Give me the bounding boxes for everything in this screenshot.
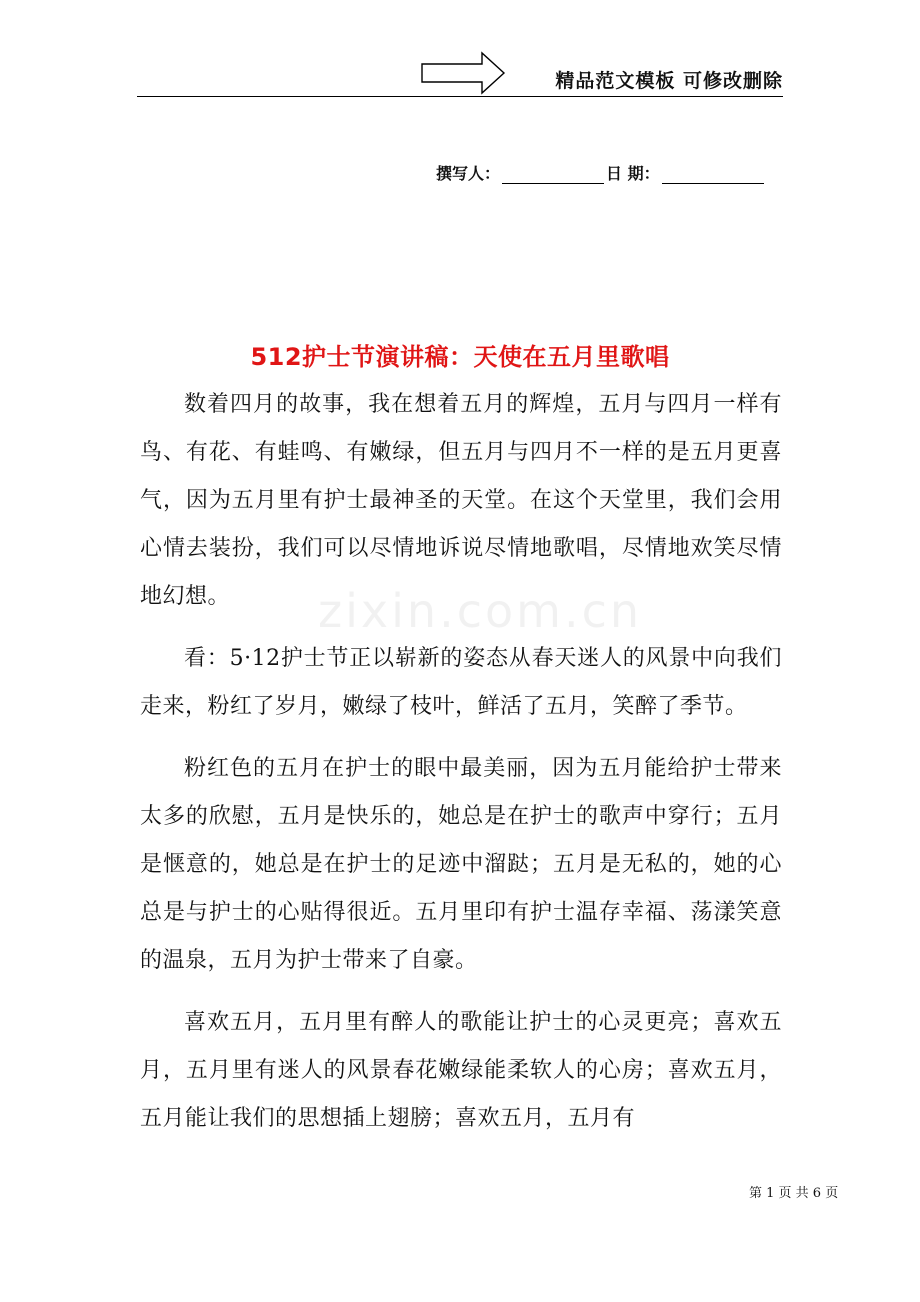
paragraph: 数着四月的故事，我在想着五月的辉煌，五月与四月一样有鸟、有花、有蛙鸣、有嫩绿，但五月与四月不一样的是五月更喜气，因为五月里有护士最神圣的天堂。在这个天堂里，我们会用心情去装扮，我们可以尽情地诉说尽情地歌唱，尽情地欢笑尽情地幻想。 (140, 392, 782, 609)
document-body (140, 381, 782, 1157)
document-title: 512护士节演讲稿：天使在五月里歌唱 (250, 343, 670, 371)
date-blank (662, 165, 764, 184)
paragraph: 粉红色的五月在护士的眼中最美丽，因为五月能给护士带来太多的欣慰，五月是快乐的，她总是在护士的歌声中穿行；五月是惬意的，她总是在护士的足迹中溜跶；五月是无私的，她的心总是与护士的心贴得很近。五月里印有护士温存幸福、荡漾笑意的温泉，五月为护士带来了自豪。 (140, 756, 782, 973)
header-title: 精品范文模板 可修改删除 (555, 70, 783, 92)
paragraph: 看：5·12护士节正以崭新的姿态从春天迷人的风景中向我们走来，粉红了岁月，嫩绿了枝叶，鲜活了五月，笑醉了季节。 (140, 646, 782, 719)
right-arrow-outline-icon (420, 50, 506, 100)
watermark: zixin.com.cn (318, 584, 643, 638)
author-label: 撰写人： (436, 164, 501, 183)
header-divider (137, 96, 783, 97)
meta-line (436, 161, 766, 184)
page-header (137, 48, 783, 98)
paragraph: 喜欢五月，五月里有醉人的歌能让护士的心灵更亮；喜欢五月，五月里有迷人的风景春花嫩绿能柔软人的心房；喜欢五月，五月能让我们的思想插上翅膀；喜欢五月，五月有 (140, 1010, 782, 1131)
page-number: 第 1 页 共 6 页 (749, 1186, 839, 1201)
date-label: 日 期： (606, 164, 660, 183)
author-blank (502, 165, 604, 184)
